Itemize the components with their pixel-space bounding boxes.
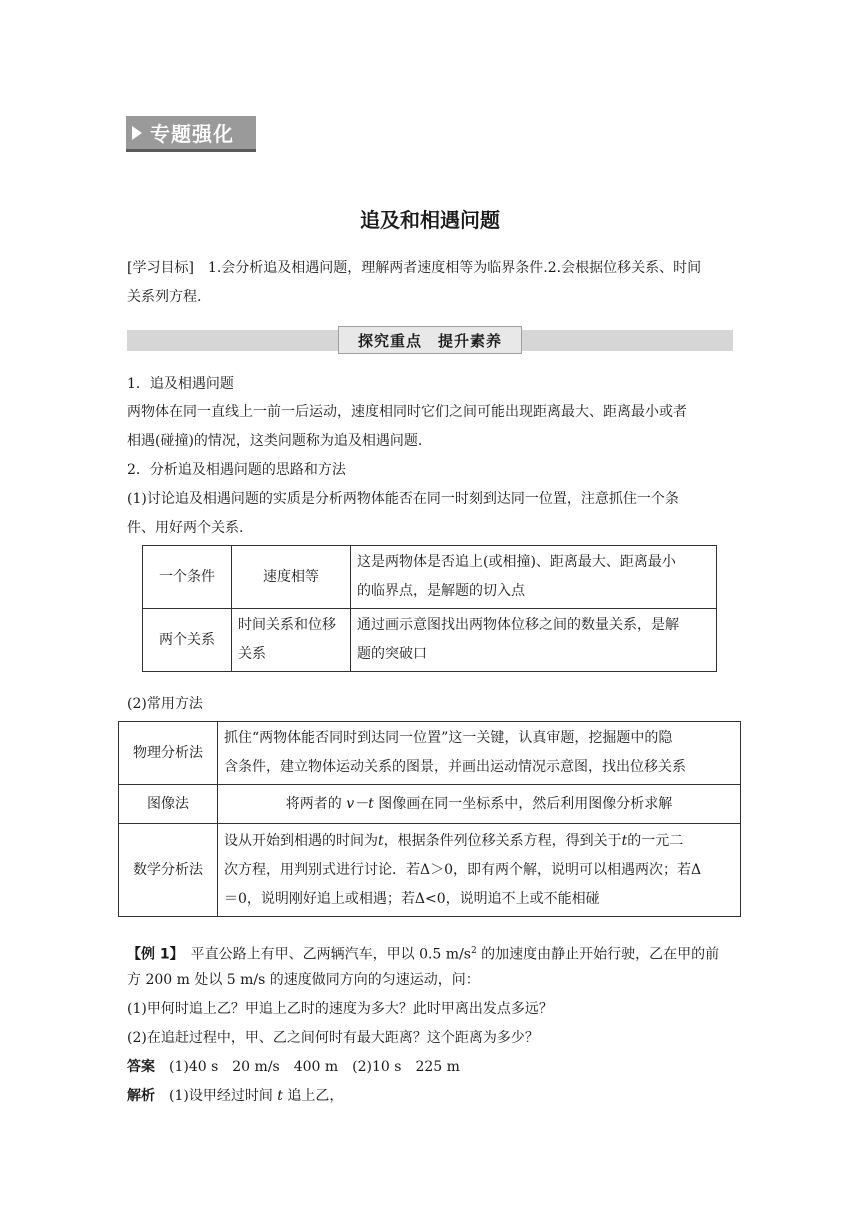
topic-banner (126, 116, 256, 152)
table-cell (232, 609, 351, 672)
example-text: 的加速度由静止开始行驶，乙在甲的前 (476, 946, 720, 963)
answer-text: (1)40 s 20 m/s 400 m (2)10 s 225 m (155, 1059, 460, 1075)
paragraph-2b: 件、用好两个关系. (127, 520, 244, 536)
table-cell (218, 824, 741, 917)
t-variable: t (277, 1088, 283, 1104)
section-label: 探究重点 提升素养 (338, 326, 522, 354)
t-variable: t (621, 832, 628, 849)
table-cell: 物理分析法 (119, 722, 218, 785)
example-line-2: 方 200 m 处以 5 m/s 的速度做同方向的匀速运动，问： (127, 972, 480, 988)
banner-label: 专题强化 (150, 122, 234, 146)
cell-line: 次方程，用判别式进行讨论．若Δ＞0，即有两个解，说明可以相遇两次；若Δ (224, 861, 702, 878)
cell-line: 含条件，建立物体运动关系的图景，并画出运动情况示意图，找出位移关系 (224, 759, 686, 775)
play-triangle-icon (132, 126, 142, 140)
example-label: 【例 1】 (127, 946, 177, 963)
table-cell: 数学分析法 (119, 824, 218, 917)
table-row (119, 722, 741, 785)
table-row (143, 546, 717, 609)
table-row (143, 609, 717, 672)
cell-line: 通过画示意图找出两物体位移之间的数量关系，是解 (357, 617, 679, 633)
cell-line: 抓住“两物体能否同时到达同一位置”这一关键，认真审题，挖掘题中的隐 (224, 730, 673, 746)
table-cell: 图像法 (119, 785, 218, 824)
objectives-line-1: [学习目标] 1.会分析追及相遇问题，理解两者速度相等为临界条件.2.会根据位移关系、时间 (127, 260, 702, 276)
answer-line (127, 1053, 737, 1082)
heading-1: 1．追及相遇问题 (127, 376, 234, 392)
table-cell (351, 609, 717, 672)
cell-text: 设从开始到相遇的时间为 (224, 832, 378, 849)
table-cell (218, 785, 741, 824)
paragraph-3: (2)常用方法 (127, 696, 203, 712)
question-1: (1)甲何时追上乙？甲追上乙时的速度为多大？此时甲离出发点多远？ (127, 1001, 553, 1017)
cell-text: ，根据条件列位移关系方程，得到关于 (383, 832, 622, 849)
cell-line: 这是两物体是否追上(或相撞)、距离最大、距离最小 (357, 554, 676, 570)
table-cell (351, 546, 717, 609)
analysis-text: (1)设甲经过时间 (155, 1088, 278, 1104)
methods-table (118, 721, 741, 917)
table-cell (218, 722, 741, 785)
cell-line: 的临界点，是解题的切入点 (357, 583, 525, 599)
paragraph-1a: 两物体在同一直线上一前一后运动，速度相同时它们之间可能出现距离最大、距离最小或者 (127, 404, 687, 420)
t-variable: t (378, 832, 384, 849)
example-line-1 (127, 937, 747, 970)
cell-text: 的一元二 (627, 832, 684, 849)
cell-line: 题的突破口 (357, 646, 427, 662)
analysis-label: 解析 (127, 1088, 155, 1104)
analysis-text: 追上乙， (282, 1088, 344, 1104)
superscript: 2 (470, 946, 477, 956)
page-title: 追及和相遇问题 (360, 208, 500, 232)
answer-label: 答案 (127, 1059, 155, 1075)
table-cell: 速度相等 (232, 546, 351, 609)
cell-text: 图像画在同一坐标系中，然后利用图像分析求解 (378, 795, 673, 812)
condition-relation-table (142, 545, 717, 672)
vt-variable: v－t (346, 795, 374, 812)
cell-line (224, 827, 734, 856)
paragraph-2a: (1)讨论追及相遇问题的实质是分析两物体能否在同一时刻到达同一位置，注意抓住一个条 (127, 491, 679, 507)
cell-text: 将两者的 (285, 795, 342, 812)
cell-line: 关系 (238, 646, 266, 662)
objectives-line-2: 关系列方程. (127, 289, 202, 305)
table-cell: 一个条件 (143, 546, 232, 609)
cell-line: 时间关系和位移 (238, 617, 336, 633)
table-cell: 两个关系 (143, 609, 232, 672)
question-2: (2)在追赶过程中，甲、乙之间何时有最大距离？这个距离为多少？ (127, 1030, 539, 1046)
paragraph-1b: 相遇(碰撞)的情况，这类问题称为追及相遇问题. (127, 433, 423, 449)
table-row (119, 824, 741, 917)
cell-line: ＝0，说明刚好追上或相遇；若Δ<0，说明追不上或不能相碰 (224, 890, 600, 907)
analysis-line (127, 1082, 737, 1111)
heading-2: 2．分析追及相遇问题的思路和方法 (127, 462, 346, 478)
example-text: 平直公路上有甲、乙两辆汽车，甲以 0.5 m/s (176, 946, 471, 963)
table-row (119, 785, 741, 824)
